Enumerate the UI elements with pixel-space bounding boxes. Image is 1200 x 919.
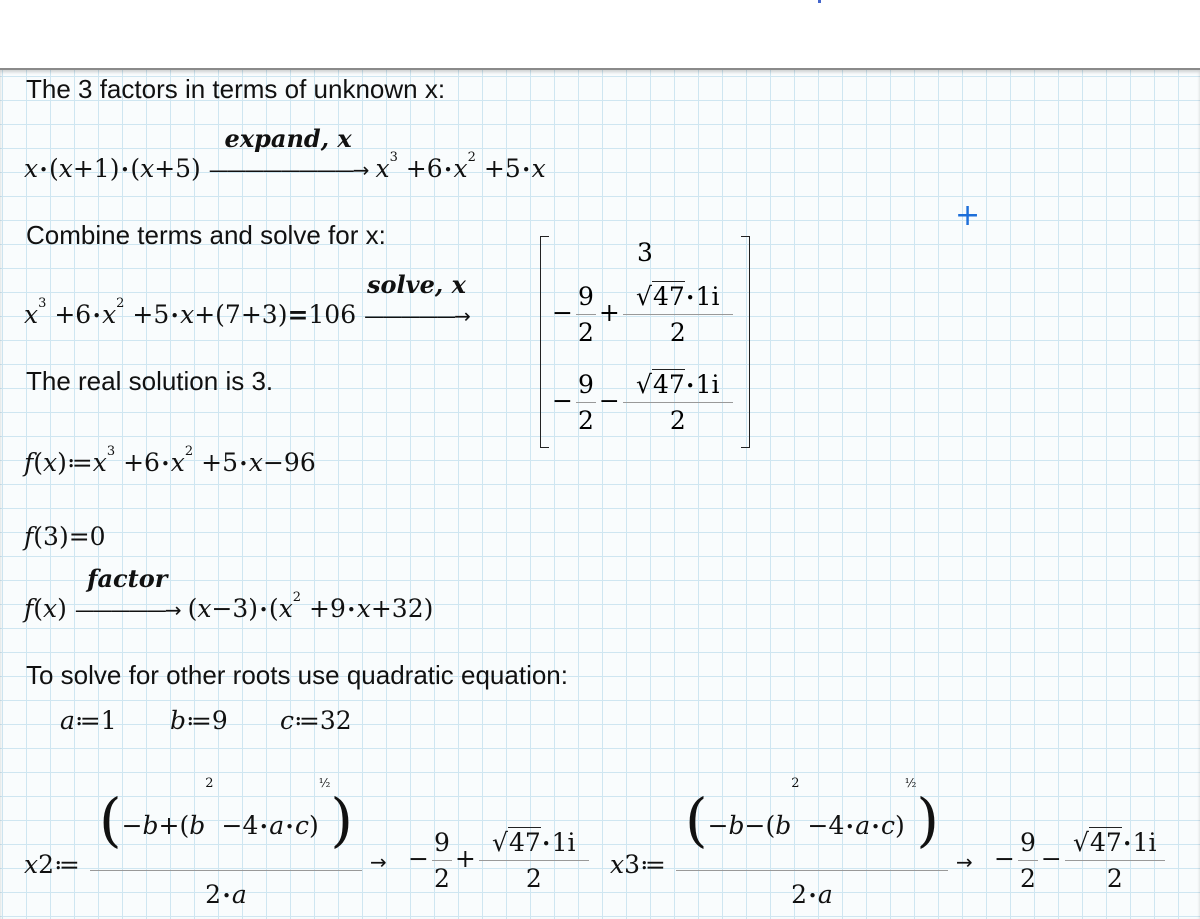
x3-numerator: ($-b-(b^2$ −4•a•c)$^{\frac{1}{2}}$) (684, 776, 940, 854)
solution-complex-minus: − $\frac{9}{2}$ − $\frac{√47•1i}{2}$ (552, 370, 736, 435)
text-factors-intro: The 3 factors in terms of unknown x: (26, 74, 446, 104)
def-c: c≔32 (280, 706, 352, 735)
keyword-var: x (337, 124, 352, 153)
matrix-right-bracket (741, 236, 750, 448)
x2-label: x2≔ (24, 850, 80, 879)
text-quadratic-intro: To solve for other roots use quadratic equation: (26, 660, 568, 690)
text-region-quadratic[interactable] (26, 660, 568, 691)
expr-factors-product: x•(x+1)•(x+5) (24, 154, 201, 183)
math-region-expand[interactable] (24, 124, 546, 183)
x2-denominator: 2•a (205, 880, 247, 909)
symbolic-arrow-factor: factor —————→ (74, 564, 180, 622)
def-a: a≔1 (60, 706, 117, 735)
text-real-solution: The real solution is 3. (26, 366, 274, 396)
matrix-left-bracket (540, 236, 549, 448)
math-region-x2[interactable] (24, 776, 604, 916)
solution-real-root: 3 (637, 238, 653, 267)
math-region-x3[interactable] (610, 776, 1190, 916)
def-b: b≔9 (170, 706, 228, 735)
x2-arrow: → (370, 850, 387, 874)
insertion-cursor-icon: + (955, 198, 981, 233)
text-combine-solve: Combine terms and solve for x: (26, 220, 386, 250)
symbolic-arrow-expand: expand, x ————————→ (208, 124, 368, 182)
text-region-factors[interactable] (26, 74, 445, 105)
top-marker-dot (818, 0, 821, 3)
math-region-f3[interactable] (24, 522, 106, 551)
solve-rhs-value: 106 (308, 300, 357, 329)
keyword-expand: expand (224, 124, 321, 153)
symbolic-arrow-solve: solve, x —————→ (364, 270, 469, 328)
text-region-combine[interactable] (26, 220, 386, 251)
math-region-factor[interactable] (24, 564, 434, 623)
solution-vector (540, 236, 750, 448)
x3-label: x3≔ (610, 850, 666, 879)
x2-fraction-bar (90, 870, 362, 871)
keyword-solve: solve (367, 270, 435, 299)
expr-f-of-3: f(3)=0 (24, 522, 106, 551)
expr-expanded-poly: $x^3$ $+6•x^2$ +5•x (375, 150, 546, 183)
expr-f-of-x: f(x) (24, 594, 67, 623)
worksheet[interactable] (0, 68, 1200, 919)
math-region-a[interactable] (60, 706, 117, 735)
text-region-real-solution[interactable] (26, 366, 273, 397)
x2-numerator: ($-b+(b^2$ −4•a•c)$^{\frac{1}{2}}$) (98, 776, 354, 854)
expr-solve-lhs: $x^3$ $+6•x^2$ +5•x+(7+3)=106 (24, 296, 357, 329)
x3-denominator: 2•a (791, 880, 833, 909)
x3-fraction-bar (676, 870, 948, 871)
math-region-solve[interactable] (24, 270, 469, 329)
x3-arrow: → (956, 850, 973, 874)
math-region-b[interactable] (170, 706, 228, 735)
math-region-c[interactable] (280, 706, 352, 735)
expr-factored: $(x-3)•(x^2$ +9•x+32) (187, 590, 434, 623)
keyword-var-2: x (451, 270, 466, 299)
x2-result: − $\frac{9}{2}$ + $\frac{√47•1i}{2}$ (408, 828, 592, 893)
keyword-factor: factor (87, 564, 168, 593)
solution-complex-plus: − $\frac{9}{2}$ + $\frac{√47•1i}{2}$ (552, 282, 736, 347)
math-region-f-def[interactable] (24, 444, 316, 477)
x3-result: − $\frac{9}{2}$ − $\frac{√47•1i}{2}$ (994, 828, 1168, 893)
expr-f-definition: $f(x)≔x^3$ $+6•x^2$ +5•x−96 (24, 444, 316, 477)
